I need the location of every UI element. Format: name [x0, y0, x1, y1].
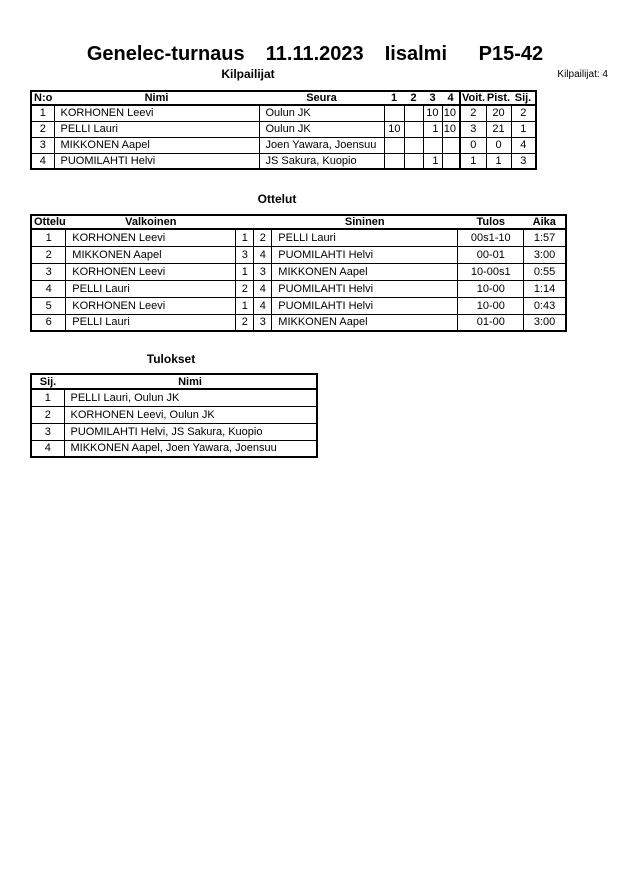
cell-sininen: PUOMILAHTI Helvi: [272, 297, 458, 314]
tulokset-header-nimi: Nimi: [64, 374, 317, 389]
table-row: [31, 440, 317, 457]
cell-sij: 3: [31, 423, 64, 440]
table-row: [31, 153, 536, 169]
kilpailijat-header-row: [31, 91, 536, 105]
cell-tulos: 00s1-10: [458, 229, 524, 246]
cell-ottelu: 3: [31, 263, 66, 280]
cell-aika: 3:00: [524, 246, 566, 263]
table-row: [31, 297, 566, 314]
ottelut-header-bnum: [254, 215, 272, 229]
cell-ottelu: 1: [31, 229, 66, 246]
table-row: [31, 121, 536, 137]
cell-nimi: KORHONEN Leevi: [54, 105, 259, 121]
cell-nimi: KORHONEN Leevi, Oulun JK: [64, 406, 317, 423]
cell-tulos: 01-00: [458, 314, 524, 331]
cell-r3: 10: [423, 105, 442, 121]
cell-no: 3: [31, 137, 54, 153]
cell-wnum: 1: [236, 229, 254, 246]
cell-tulos: 10-00s1: [458, 263, 524, 280]
cell-nimi: PUOMILAHTI Helvi: [54, 153, 259, 169]
kilpailijat-section-title: Kilpailijat: [221, 67, 275, 81]
cell-sij: 1: [31, 389, 64, 406]
cell-ottelu: 6: [31, 314, 66, 331]
cell-wnum: 2: [236, 314, 254, 331]
cell-wnum: 2: [236, 280, 254, 297]
cell-pist: 20: [486, 105, 511, 121]
cell-r3: 1: [423, 153, 442, 169]
ottelut-header-wnum: [236, 215, 254, 229]
cell-valkoinen: KORHONEN Leevi: [66, 229, 236, 246]
table-row: [31, 314, 566, 331]
cell-ottelu: 4: [31, 280, 66, 297]
table-row: [31, 406, 317, 423]
kilpailijat-header-nimi: Nimi: [54, 91, 259, 105]
tulokset-header-sij: Sij.: [31, 374, 64, 389]
document-title: Genelec-turnaus 11.11.2023 Iisalmi P15-42: [86, 43, 544, 65]
cell-aika: 1:57: [524, 229, 566, 246]
cell-r3: [423, 137, 442, 153]
ottelut-header-aika: Aika: [524, 215, 566, 229]
cell-r1: [384, 105, 404, 121]
cell-nimi: PELLI Lauri, Oulun JK: [64, 389, 317, 406]
cell-seura: Joen Yawara, Joensuu: [259, 137, 384, 153]
cell-nimi: PELLI Lauri: [54, 121, 259, 137]
cell-tulos: 10-00: [458, 280, 524, 297]
kilpailijat-header-round2: 2: [404, 91, 423, 105]
kilpailijat-header-round4: 4: [442, 91, 460, 105]
cell-sij: 2: [31, 406, 64, 423]
cell-r1: [384, 137, 404, 153]
cell-nimi: MIKKONEN Aapel: [54, 137, 259, 153]
kilpailijat-header-round3: 3: [423, 91, 442, 105]
cell-r3: 1: [423, 121, 442, 137]
table-row: [31, 389, 317, 406]
cell-valkoinen: MIKKONEN Aapel: [66, 246, 236, 263]
table-row: [31, 423, 317, 440]
cell-sininen: MIKKONEN Aapel: [272, 314, 458, 331]
cell-valkoinen: PELLI Lauri: [66, 314, 236, 331]
table-row: [31, 246, 566, 263]
kilpailijat-header-voit: Voit.: [461, 92, 485, 104]
table-row: [31, 280, 566, 297]
cell-r2: [404, 105, 423, 121]
competitors-count: Kilpailijat: 4: [557, 69, 608, 80]
cell-r4: 10: [442, 121, 460, 137]
cell-r2: [404, 137, 423, 153]
cell-ottelu: 2: [31, 246, 66, 263]
kilpailijat-table: [30, 90, 537, 170]
kilpailijat-header-seura: Seura: [259, 91, 384, 105]
cell-tulos: 10-00: [458, 297, 524, 314]
table-row: [31, 263, 566, 280]
cell-bnum: 4: [254, 246, 272, 263]
cell-tulos: 00-01: [458, 246, 524, 263]
cell-voit: 1: [460, 153, 486, 169]
cell-seura: JS Sakura, Kuopio: [259, 153, 384, 169]
cell-wnum: 3: [236, 246, 254, 263]
cell-r4: [442, 137, 460, 153]
cell-sij: 3: [511, 153, 536, 169]
cell-voit: 0: [460, 137, 486, 153]
cell-no: 1: [31, 105, 54, 121]
cell-r4: 10: [442, 105, 460, 121]
cell-r2: [404, 153, 423, 169]
cell-pist: 1: [486, 153, 511, 169]
cell-r2: [404, 121, 423, 137]
ottelut-header-tulos: Tulos: [458, 215, 524, 229]
cell-r4: [442, 153, 460, 169]
ottelut-header-ottelu: Ottelu: [31, 215, 66, 229]
ottelut-table: [30, 214, 567, 332]
table-row: [31, 137, 536, 153]
cell-seura: Oulun JK: [259, 105, 384, 121]
kilpailijat-header-pist: Pist.: [486, 92, 511, 104]
cell-valkoinen: KORHONEN Leevi: [66, 297, 236, 314]
table-row: [31, 105, 536, 121]
cell-no: 4: [31, 153, 54, 169]
cell-sij: 4: [31, 440, 64, 457]
cell-ottelu: 5: [31, 297, 66, 314]
cell-aika: 0:43: [524, 297, 566, 314]
cell-wnum: 1: [236, 263, 254, 280]
tulokset-header-row: [31, 374, 317, 389]
cell-no: 2: [31, 121, 54, 137]
cell-pist: 0: [486, 137, 511, 153]
cell-aika: 1:14: [524, 280, 566, 297]
kilpailijat-header-round1: 1: [384, 91, 404, 105]
ottelut-section-title: Ottelut: [257, 192, 297, 206]
cell-aika: 3:00: [524, 314, 566, 331]
cell-sininen: PUOMILAHTI Helvi: [272, 280, 458, 297]
cell-sininen: PELLI Lauri: [272, 229, 458, 246]
ottelut-header-valkoinen: Valkoinen: [66, 215, 236, 229]
ottelut-header-sininen: Sininen: [272, 215, 458, 229]
cell-valkoinen: KORHONEN Leevi: [66, 263, 236, 280]
cell-pist: 21: [486, 121, 511, 137]
cell-aika: 0:55: [524, 263, 566, 280]
cell-voit: 3: [460, 121, 486, 137]
cell-sininen: MIKKONEN Aapel: [272, 263, 458, 280]
cell-r1: [384, 153, 404, 169]
cell-sij: 2: [511, 105, 536, 121]
cell-bnum: 4: [254, 280, 272, 297]
cell-voit: 2: [460, 105, 486, 121]
cell-r1: 10: [384, 121, 404, 137]
cell-bnum: 3: [254, 263, 272, 280]
cell-seura: Oulun JK: [259, 121, 384, 137]
kilpailijat-header-sij: Sij.: [511, 91, 536, 105]
table-row: [31, 229, 566, 246]
cell-valkoinen: PELLI Lauri: [66, 280, 236, 297]
kilpailijat-header-no: N:o: [31, 91, 54, 105]
cell-wnum: 1: [236, 297, 254, 314]
cell-nimi: PUOMILAHTI Helvi, JS Sakura, Kuopio: [64, 423, 317, 440]
tulokset-section-title: Tulokset: [146, 352, 196, 366]
cell-sij: 4: [511, 137, 536, 153]
cell-bnum: 4: [254, 297, 272, 314]
cell-bnum: 2: [254, 229, 272, 246]
cell-sininen: PUOMILAHTI Helvi: [272, 246, 458, 263]
cell-sij: 1: [511, 121, 536, 137]
cell-nimi: MIKKONEN Aapel, Joen Yawara, Joensuu: [64, 440, 317, 457]
cell-bnum: 3: [254, 314, 272, 331]
tulokset-table: [30, 373, 318, 458]
ottelut-header-row: [31, 215, 566, 229]
